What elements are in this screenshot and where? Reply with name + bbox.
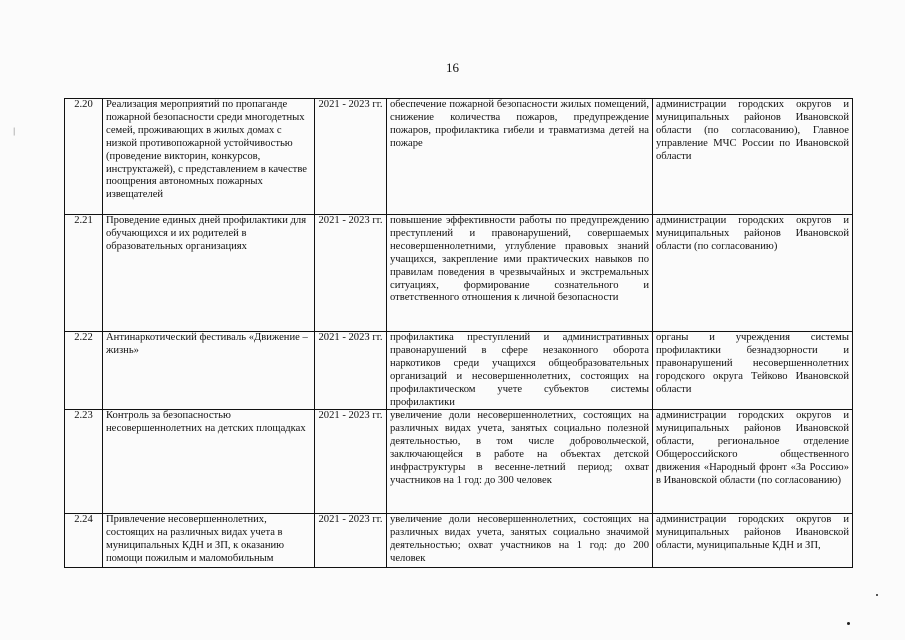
executor: администрации городских округов и муниципальных районов Ивановской области (по согласованию), Главное управление МЧС России по Ивановской области [653, 99, 853, 215]
executor: администрации городских округов и муниципальных районов Ивановской области, муниципальные КДН и ЗП, [653, 514, 853, 568]
measure-title: Привлечение несовершеннолетних, состоящих на различных видах учета в муниципальных КДН и ЗП, к оказанию помощи пожилым и маломобильным [103, 514, 315, 568]
period: 2021 - 2023 гг. [315, 410, 387, 514]
expected-result: обеспечение пожарной безопасности жилых помещений, снижение количества пожаров, предупреждение пожаров, профилактика гибели и травматизма детей на пожаре [387, 99, 653, 215]
executor: органы и учреждения системы профилактики безнадзорности и правонарушений несовершеннолетних городского округа Тейково Ивановской области [653, 332, 853, 410]
margin-scan-mark: ········ [12, 128, 18, 136]
page-number: 16 [446, 60, 459, 75]
executor: администрации городских округов и муниципальных районов Ивановской области, региональное отделение Общероссийского общественного движения «Народный фронт «За Россию» в Ивановской области (по согласованию) [653, 410, 853, 514]
expected-result: профилактика преступлений и административных правонарушений в сфере незаконного оборота наркотиков среди учащихся общеобразовательных организаций и несовершеннолетних, состоящих на профилактическом учете субъектов системы профилактики [387, 332, 653, 410]
period: 2021 - 2023 гг. [315, 514, 387, 568]
row-number: 2.21 [65, 215, 103, 332]
expected-result: увеличение доли несовершеннолетних, состоящих на различных видах учета, занятых социально полезной деятельностью, в том числе добровольческой, заключающейся в работе на объектах детской инфраструктуры в весенне-летний период; охват участников на 1 год: до 300 человек [387, 410, 653, 514]
row-number: 2.24 [65, 514, 103, 568]
measure-title: Антинаркотический фестиваль «Движение – жизнь» [103, 332, 315, 410]
period: 2021 - 2023 гг. [315, 215, 387, 332]
table-row [65, 332, 853, 410]
expected-result: повышение эффективности работы по предупреждению преступлений и правонарушений, совершаемых несовершеннолетними, углубление правовых знаний учащихся, закрепление ими практических навыков по правилам поведения в чрезвычайных и экстремальных ситуациях, формирование сознательного и ответственного отношения к личной безопасности [387, 215, 653, 332]
measure-title: Реализация мероприятий по пропаганде пожарной безопасности среди многодетных семей, проживающих в жилых домах с низкой противопожарной устойчивостью (проведение викторин, конкурсов, инструктажей), с представлением в качестве поощрения автономных пожарных извещателей [103, 99, 315, 215]
executor: администрации городских округов и муниципальных районов Ивановской области (по согласованию) [653, 215, 853, 332]
row-number: 2.20 [65, 99, 103, 215]
row-number: 2.23 [65, 410, 103, 514]
period: 2021 - 2023 гг. [315, 332, 387, 410]
measures-table [64, 98, 853, 568]
table-row [65, 410, 853, 514]
measure-title: Контроль за безопасностью несовершеннолетних на детских площадках [103, 410, 315, 514]
period: 2021 - 2023 гг. [315, 99, 387, 215]
table-row [65, 514, 853, 568]
row-number: 2.22 [65, 332, 103, 410]
table-row [65, 215, 853, 332]
expected-result: увеличение доли несовершеннолетних, состоящих на различных видах учета, занятых социально значимой деятельностью; охват участников на 1 год: до 200 человек [387, 514, 653, 568]
scan-dot [847, 622, 850, 625]
scan-dot [876, 594, 878, 596]
measure-title: Проведение единых дней профилактики для обучающихся и их родителей в образовательных организациях [103, 215, 315, 332]
table-row [65, 99, 853, 215]
